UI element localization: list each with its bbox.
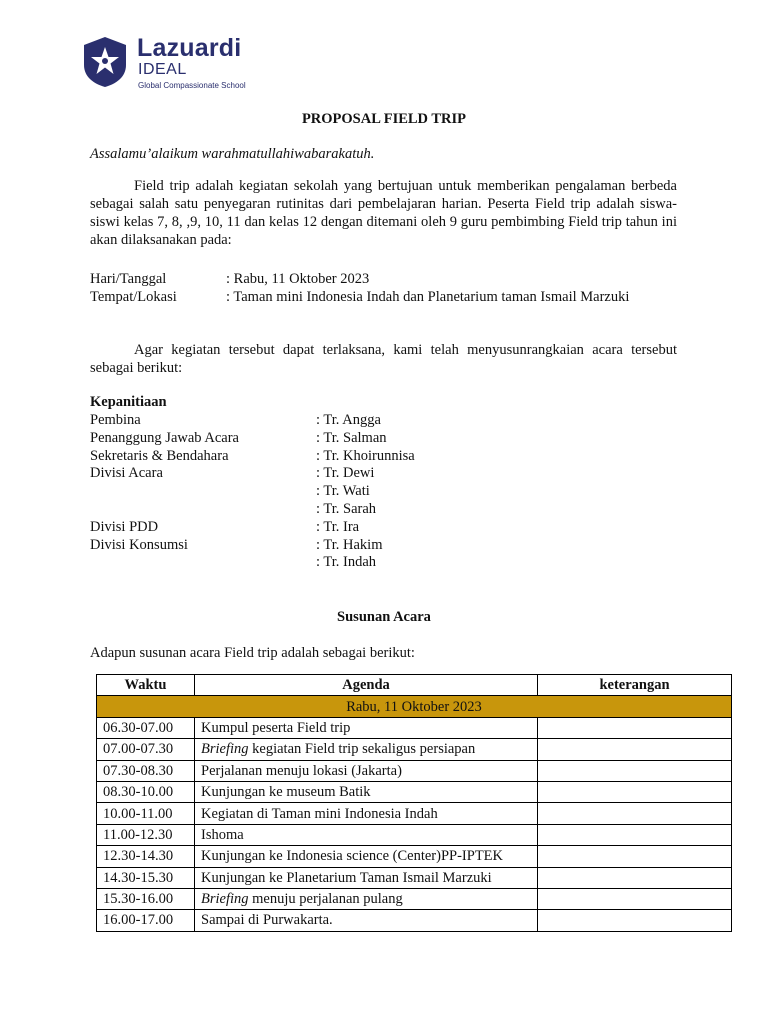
- time-cell: 07.30-08.30: [97, 760, 195, 781]
- agenda-text: Kunjungan ke Planetarium Taman Ismail Marzuki: [201, 869, 492, 886]
- table-row: [97, 910, 732, 931]
- school-logo: [82, 34, 262, 92]
- agenda-cell: [195, 824, 538, 845]
- committee-member: : Tr. Sarah: [316, 500, 377, 517]
- agenda-text: Kunjungan ke museum Batik: [201, 784, 371, 801]
- committee-role: Divisi PDD: [90, 518, 159, 535]
- agenda-text: Ishoma: [201, 826, 244, 843]
- committee-title: Kepanitiaan: [90, 394, 167, 410]
- table-header-row: [97, 675, 732, 696]
- agenda-cell: [195, 888, 538, 909]
- note-cell: [538, 717, 732, 738]
- note-cell: [538, 888, 732, 909]
- committee-member: : Tr. Wati: [316, 483, 370, 500]
- time-cell: 16.00-17.00: [97, 910, 195, 931]
- time-cell: 15.30-16.00: [97, 888, 195, 909]
- time-cell: 08.30-10.00: [97, 781, 195, 802]
- star-shield-icon: [82, 36, 128, 88]
- committee-role: Divisi Acara: [90, 465, 163, 482]
- table-row: [97, 824, 732, 845]
- note-cell: [538, 803, 732, 824]
- table-row: [97, 760, 732, 781]
- column-header-agenda: Agenda: [195, 675, 538, 696]
- agenda-emphasis: Briefing: [201, 891, 249, 908]
- agenda-cell: [195, 760, 538, 781]
- agenda-cell: [195, 910, 538, 931]
- intro-paragraph: Field trip adalah kegiatan sekolah yang bertujuan untuk memberikan pengalaman berbeda sebagai salah satu penyegaran rutinitas dari pembelajaran harian. Peserta Field trip adalah siswa-siswi kelas 7, 8, ,9, 10, 11 dan kelas 12 dengan ditemani oleh 9 guru pembimbing Field trip tahun ini akan dilaksanakan pada:: [90, 178, 677, 248]
- brand-name: Lazuardi: [137, 34, 242, 62]
- greeting: Assalamu’alaikum warahmatullahiwabarakatuh.: [90, 146, 375, 162]
- committee-role: Pembina: [90, 412, 141, 428]
- agenda-text: menuju perjalanan pulang: [248, 891, 403, 908]
- schedule-intro: Adapun susunan acara Field trip adalah sebagai berikut:: [90, 645, 415, 661]
- column-header-time: Waktu: [97, 675, 195, 696]
- agenda-paragraph: Agar kegiatan tersebut dapat terlaksana, kami telah menyusunrangkaian acara tersebut sebagai berikut:: [90, 342, 677, 376]
- day-row: [97, 696, 732, 717]
- time-cell: 14.30-15.30: [97, 867, 195, 888]
- agenda-text: Kunjungan ke Indonesia science (Center)PP-IPTEK: [201, 848, 504, 865]
- committee-role: Penanggung Jawab Acara: [90, 429, 239, 446]
- table-row: [97, 717, 732, 738]
- agenda-text: Kumpul peserta Field trip: [201, 719, 351, 736]
- page-title: PROPOSAL FIELD TRIP: [301, 111, 467, 127]
- agenda-text: Sampai di Purwakarta.: [201, 912, 333, 929]
- info-value: : Rabu, 11 Oktober 2023: [226, 271, 370, 287]
- time-cell: 07.00-07.30: [97, 739, 195, 760]
- note-cell: [538, 760, 732, 781]
- committee-member: : Tr. Ira: [316, 518, 360, 535]
- committee-role: Sekretaris & Bendahara: [90, 447, 229, 464]
- schedule-table: [96, 674, 732, 932]
- note-cell: [538, 824, 732, 845]
- committee-member: : Tr. Khoirunnisa: [316, 447, 415, 464]
- agenda-text: Kegiatan di Taman mini Indonesia Indah: [201, 805, 438, 822]
- agenda-cell: [195, 739, 538, 760]
- column-header-notes: keterangan: [538, 675, 732, 696]
- schedule-title: Susunan Acara: [337, 609, 431, 625]
- table-row: [97, 846, 732, 867]
- note-cell: [538, 910, 732, 931]
- note-cell: [538, 867, 732, 888]
- table-row: [97, 781, 732, 802]
- committee-member: : Tr. Salman: [316, 429, 387, 446]
- agenda-cell: [195, 717, 538, 738]
- info-value: : Taman mini Indonesia Indah dan Planetarium taman Ismail Marzuki: [226, 289, 630, 305]
- day-label: Rabu, 11 Oktober 2023: [97, 696, 732, 717]
- table-row: [97, 739, 732, 760]
- committee-member: : Tr. Dewi: [316, 465, 375, 482]
- brand-tagline: Global Compassionate School: [138, 81, 246, 90]
- time-cell: 12.30-14.30: [97, 846, 195, 867]
- table-row: [97, 888, 732, 909]
- committee-member: : Tr. Hakim: [316, 536, 383, 553]
- committee-member: : Tr. Indah: [316, 554, 377, 571]
- note-cell: [538, 739, 732, 760]
- brand-sub: IDEAL: [138, 61, 187, 78]
- agenda-cell: [195, 781, 538, 802]
- table-row: [97, 867, 732, 888]
- agenda-emphasis: Briefing: [201, 741, 249, 758]
- agenda-cell: [195, 803, 538, 824]
- info-label: Hari/Tanggal: [90, 271, 167, 287]
- committee-member: : Tr. Angga: [316, 412, 381, 428]
- agenda-text: kegiatan Field trip sekaligus persiapan: [248, 741, 476, 758]
- agenda-text: Perjalanan menuju lokasi (Jakarta): [201, 762, 402, 779]
- time-cell: 06.30-07.00: [97, 717, 195, 738]
- table-row: [97, 803, 732, 824]
- agenda-cell: [195, 846, 538, 867]
- time-cell: 10.00-11.00: [97, 803, 195, 824]
- note-cell: [538, 846, 732, 867]
- agenda-cell: [195, 867, 538, 888]
- info-label: Tempat/Lokasi: [90, 289, 177, 305]
- time-cell: 11.00-12.30: [97, 824, 195, 845]
- committee-role: Divisi Konsumsi: [90, 536, 188, 553]
- note-cell: [538, 781, 732, 802]
